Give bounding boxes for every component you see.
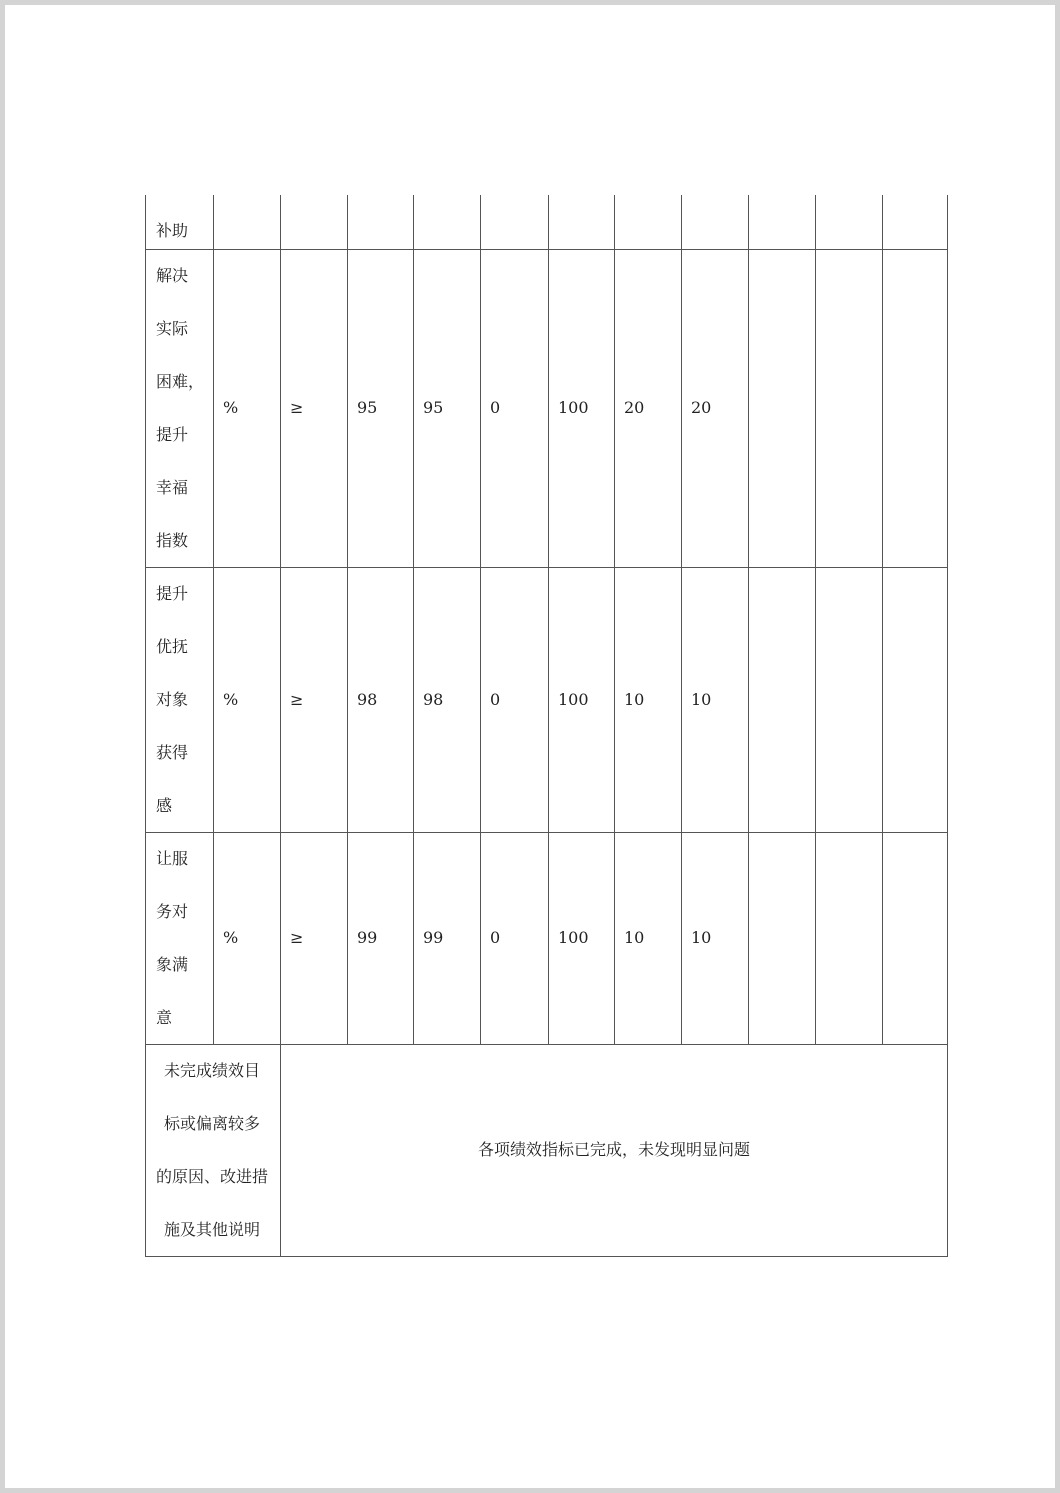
table-column-border [213,195,214,1045]
remarks-label-line: 标或偏离较多 [163,1114,260,1133]
indicator-name-line: 提升 [156,584,189,603]
indicator-name-line: 指数 [156,531,189,550]
table-column-border [882,195,883,1045]
indicator-name-line: 意 [156,1008,173,1027]
score-cell: 10 [691,928,712,947]
table-column-border [748,195,749,1045]
rate-cell: 100 [558,398,589,417]
table-column-border [614,195,615,1045]
table-column-border [413,195,414,1045]
unit-cell: % [223,398,239,417]
target-cell: 98 [357,690,378,709]
indicator-name-line: 获得 [156,743,189,762]
table-column-border [347,195,348,1045]
rate-cell: 100 [558,690,589,709]
table-row-border [145,1044,948,1045]
rate-cell: 100 [558,928,589,947]
op-cell: ≥ [290,398,304,417]
table-column-border [548,195,549,1045]
table-column-border [280,195,281,1257]
indicator-name-line: 象满 [156,955,189,974]
indicator-name-line: 让服 [156,849,189,868]
indicator-name-line: 务对 [156,902,189,921]
actual-cell: 95 [423,398,444,417]
indicator-name-line: 解决 [156,266,189,285]
indicator-name-line: 幸福 [156,478,189,497]
table-row-border [145,249,948,250]
remarks-label-line: 未完成绩效目 [163,1061,260,1080]
target-cell: 99 [357,928,378,947]
deviation-cell: 0 [490,928,501,947]
unit-cell: % [223,928,239,947]
table-column-border [145,195,146,1257]
table-row-border [145,832,948,833]
deviation-cell: 0 [490,690,501,709]
indicator-name-line: 优抚 [156,637,189,656]
indicator-name-line: 提升 [156,425,189,444]
table-column-border [815,195,816,1045]
indicator-name-line: 困难， [156,372,205,391]
op-cell: ≥ [290,690,304,709]
unit-cell: % [223,690,239,709]
indicator-name-line: 实际 [156,319,189,338]
weight-cell: 20 [624,398,645,417]
remarks-content: 各项绩效指标已完成，未发现明显问题 [477,1140,750,1159]
table-column-border [480,195,481,1045]
performance-table [145,195,948,1256]
actual-cell: 99 [423,928,444,947]
table-column-border [681,195,682,1045]
document-page [5,5,1055,1488]
table-row-border [145,567,948,568]
indicator-name-line: 感 [156,796,173,815]
weight-cell: 10 [624,928,645,947]
actual-cell: 98 [423,690,444,709]
op-cell: ≥ [290,928,304,947]
deviation-cell: 0 [490,398,501,417]
target-cell: 95 [357,398,378,417]
indicator-name-line: 补助 [156,221,189,240]
remarks-label-line: 施及其他说明 [163,1220,260,1239]
remarks-label-line: 的原因、改进措 [155,1167,268,1186]
score-cell: 20 [691,398,712,417]
score-cell: 10 [691,690,712,709]
indicator-name-line: 对象 [156,690,189,709]
weight-cell: 10 [624,690,645,709]
table-column-border [947,195,948,1257]
table-row-border [145,1256,948,1257]
